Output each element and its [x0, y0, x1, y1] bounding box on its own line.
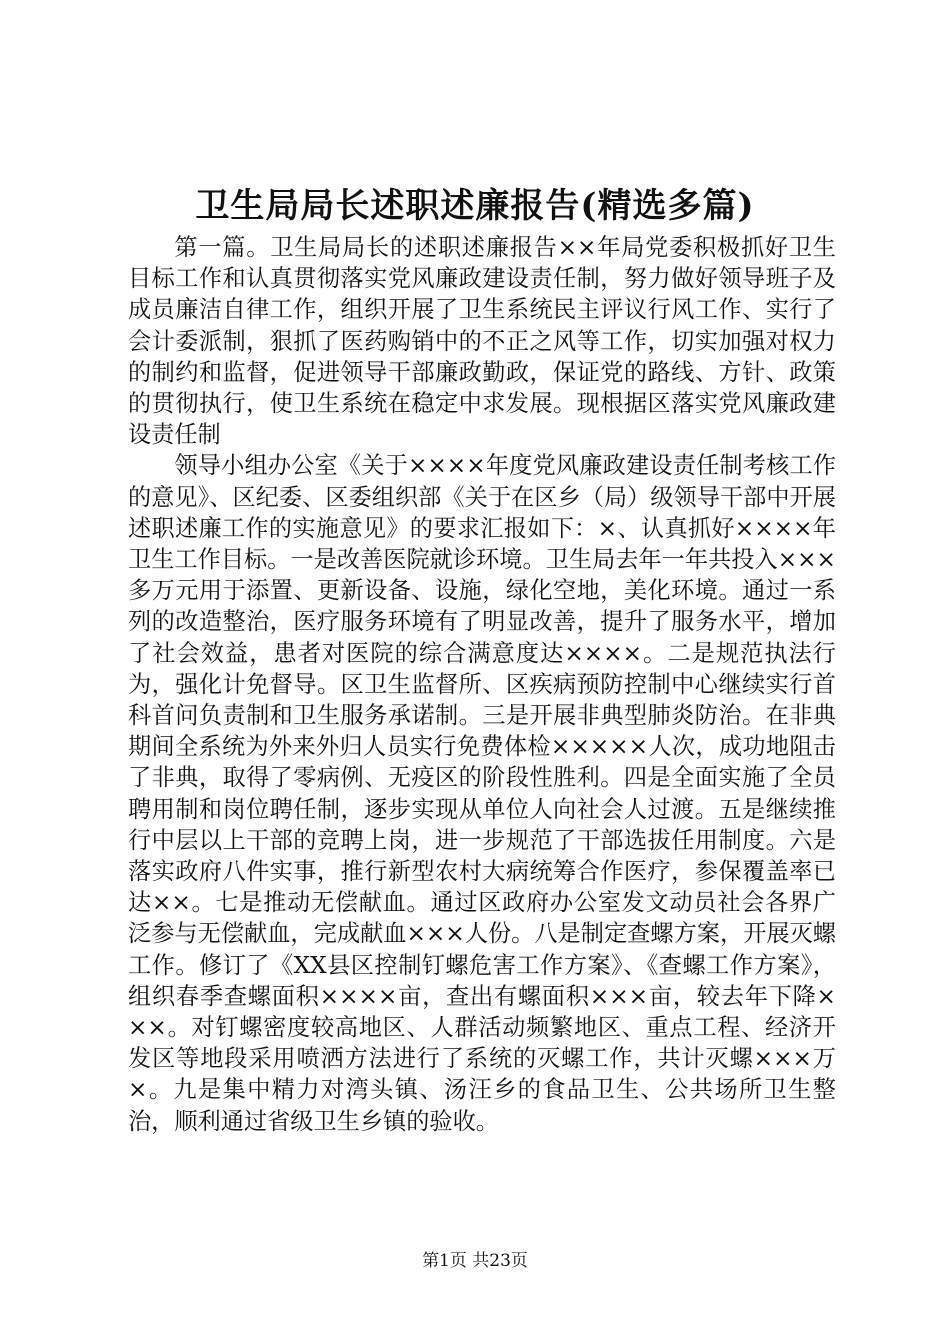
paragraph-2: 领导小组办公室《关于××××年度党风廉政建设责任制考核工作的意见》、区纪委、区委组织部《关于在区乡（局）级领导干部中开展述职述廉工作的实施意见》的要求汇报如下：×、认真抓好××××年卫生工作目标。一是改善医院就诊环境。卫生局去年一年共投入×××多万元用于添置、更新设备、设施，绿化空地，美化环境。通过一系列的改造整治，医疗服务环境有了明显改善，提升了服务水平，增加了社会效益，患者对医院的综合满意度达××××。二是规范执法行为，强化计免督导。区卫生监督所、区疾病预防控制中心继续实行首科首问负责制和卫生服务承诺制。三是开展非典型肺炎防治。在非典期间全系统为外来外归人员实行免费体检×××××人次，成功地阻击了非典，取得了零病例、无疫区的阶段性胜利。四是全面实施了全员聘用制和岗位聘任制，逐步实现从单位人向社会人过渡。五是继续推行中层以上干部的竞聘上岗，进一步规范了干部选拔任用制度。六是落实政府八件实事，推行新型农村大病统筹合作医疗，参保覆盖率已达××。七是推动无偿献血。通过区政府办公室发文动员社会各界广泛参与无偿献血，完成献血×××人份。八是制定查螺方案，开展灭螺工作。修订了《XX县区控制钉螺危害工作方案》、《查螺工作方案》，组织春季查螺面积××××亩，查出有螺面积×××亩，较去年下降×××。对钉螺密度较高地区、人群活动频繁地区、重点工程、经济开发区等地段采用喷洒方法进行了系统的灭螺工作，共计灭螺×××万×。九是集中精力对湾头镇、汤汪乡的食品卫生、公共场所卫生整治，顺利通过省级卫生乡镇的验收。 [128, 452, 836, 1135]
document-body [128, 232, 836, 1137]
paragraph-1: 第一篇。卫生局局长的述职述廉报告××年局党委积极抓好卫生目标工作和认真贯彻落实党风廉政建设责任制，努力做好领导班子及成员廉洁自律工作，组织开展了卫生系统民主评议行风工作、实行了会计委派制，狠抓了医药购销中的不正之风等工作，切实加强对权力的制约和监督，促进领导干部廉政勤政，保证党的路线、方针、政策的贯彻执行，使卫生系统在稳定中求发展。现根据区落实党风廉政建设责任制 [128, 234, 836, 449]
page-number-footer: 第1页 共23页 [422, 1251, 528, 1271]
document-title: 卫生局局长述职述廉报告(精选多篇) [195, 186, 755, 226]
